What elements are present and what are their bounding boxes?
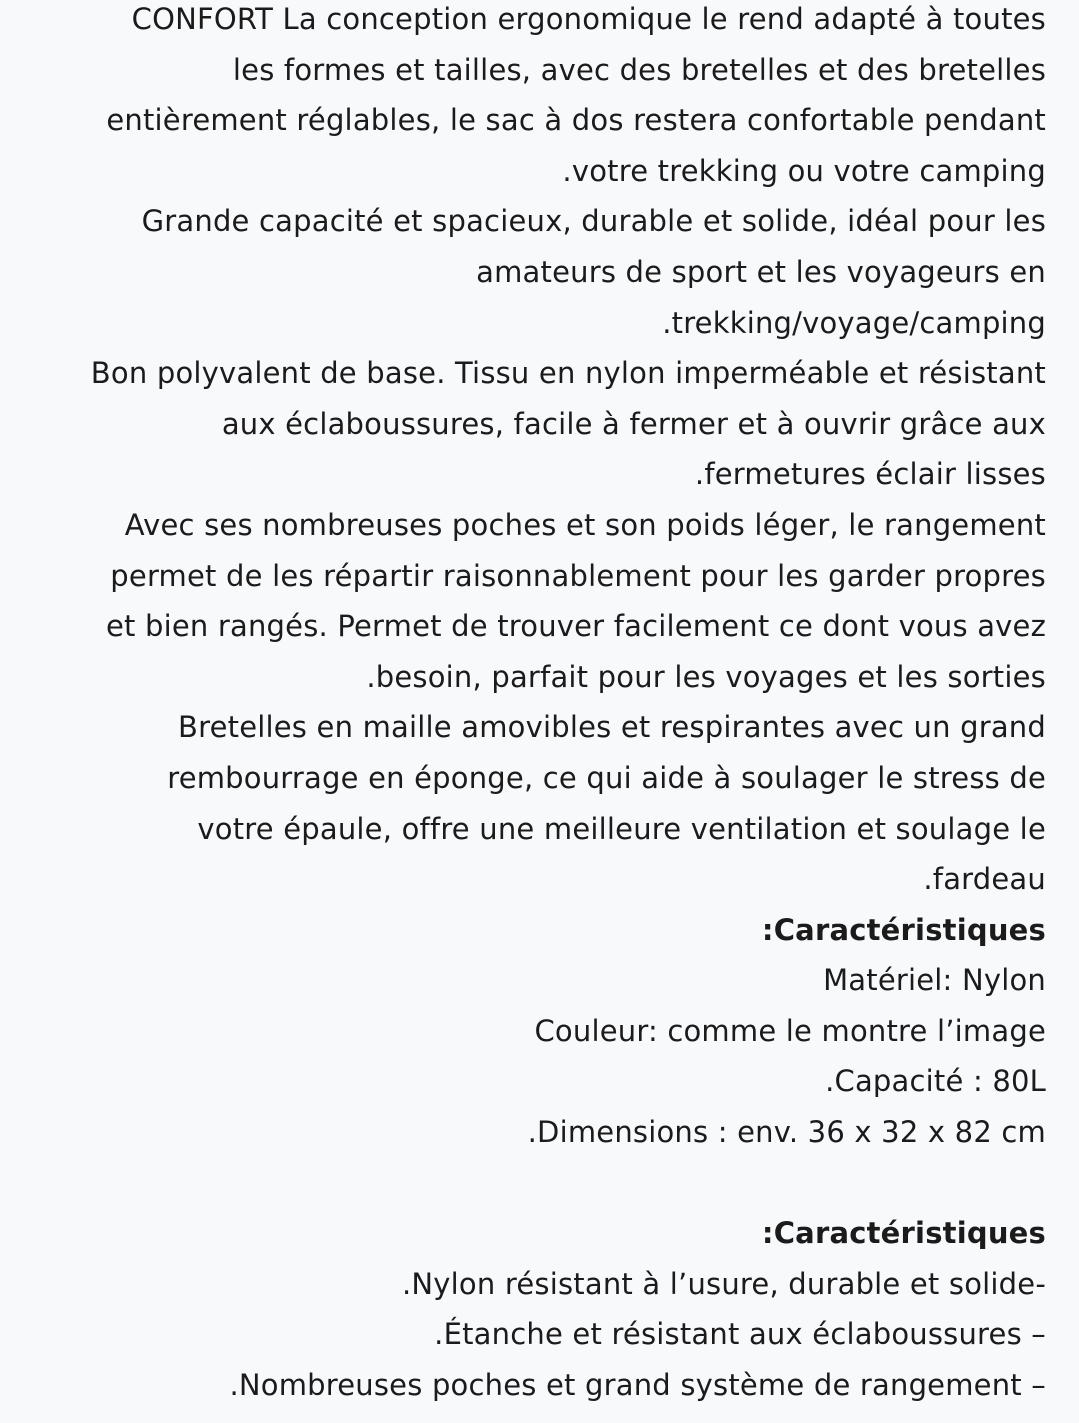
text-line: CONFORT La conception ergonomique le rend adapté à toutes	[131, 2, 1046, 36]
text-line: Avec ses nombreuses poches et son poids léger, le rangement	[124, 507, 1046, 542]
paragraph-fabric	[6, 348, 1046, 500]
text-line: les formes et tailles, avec des bretelles et des bretelles	[232, 52, 1046, 87]
text-line: permet de les répartir raisonnablement pour les garder propres	[110, 558, 1046, 593]
text-line: Bon polyvalent de base. Tissu en nylon imperméable et résistant	[90, 356, 1046, 391]
paragraph-pockets	[6, 500, 1046, 702]
text-line: rembourrage en éponge, ce qui aide à soulager le stress de	[167, 760, 1046, 795]
spec-item: .Dimensions : env. 36 x 32 x 82 cm	[527, 1115, 1046, 1150]
spec-item: Couleur: comme le montre l’image	[534, 1013, 1046, 1048]
feature-item: .Étanche et résistant aux éclaboussures –	[434, 1317, 1046, 1352]
text-line: amateurs de sport et les voyageurs en	[476, 254, 1046, 289]
paragraph-comfort	[6, 0, 1046, 196]
features-heading: :Caractéristiques	[761, 1216, 1046, 1251]
text-line: Bretelles en maille amovibles et respirantes avec un grand	[178, 710, 1046, 745]
text-line: votre épaule, offre une meilleure ventilation et soulage le	[197, 811, 1046, 846]
feature-item: .Nylon résistant à l’usure, durable et solide-	[402, 1266, 1046, 1301]
paragraph-straps	[6, 702, 1046, 904]
text-line: Grande capacité et spacieux, durable et solide, idéal pour les	[141, 204, 1046, 239]
specs-section	[6, 905, 1046, 1158]
spec-item: .Capacité : 80L	[825, 1064, 1046, 1099]
text-line: .fardeau	[923, 862, 1046, 897]
text-line: .trekking/voyage/camping	[662, 305, 1046, 340]
text-line: entièrement réglables, le sac à dos restera confortable pendant	[106, 103, 1046, 138]
feature-item: .Nombreuses poches et grand système de rangement –	[229, 1368, 1046, 1403]
text-line: .besoin, parfait pour les voyages et les sorties	[366, 659, 1046, 694]
text-line: et bien rangés. Permet de trouver facilement ce dont vous avez	[105, 609, 1046, 644]
text-line: aux éclaboussures, facile à fermer et à ouvrir grâce aux	[221, 406, 1046, 441]
text-line: .votre trekking ou votre camping	[562, 153, 1046, 188]
spacer	[6, 1158, 1046, 1209]
paragraph-capacity	[6, 196, 1046, 348]
spec-item: Matériel: Nylon	[823, 963, 1046, 998]
features-section	[6, 1208, 1046, 1410]
description-text	[6, 0, 1046, 1411]
specs-heading: :Caractéristiques	[761, 912, 1046, 947]
text-line: .fermetures éclair lisses	[694, 457, 1046, 492]
